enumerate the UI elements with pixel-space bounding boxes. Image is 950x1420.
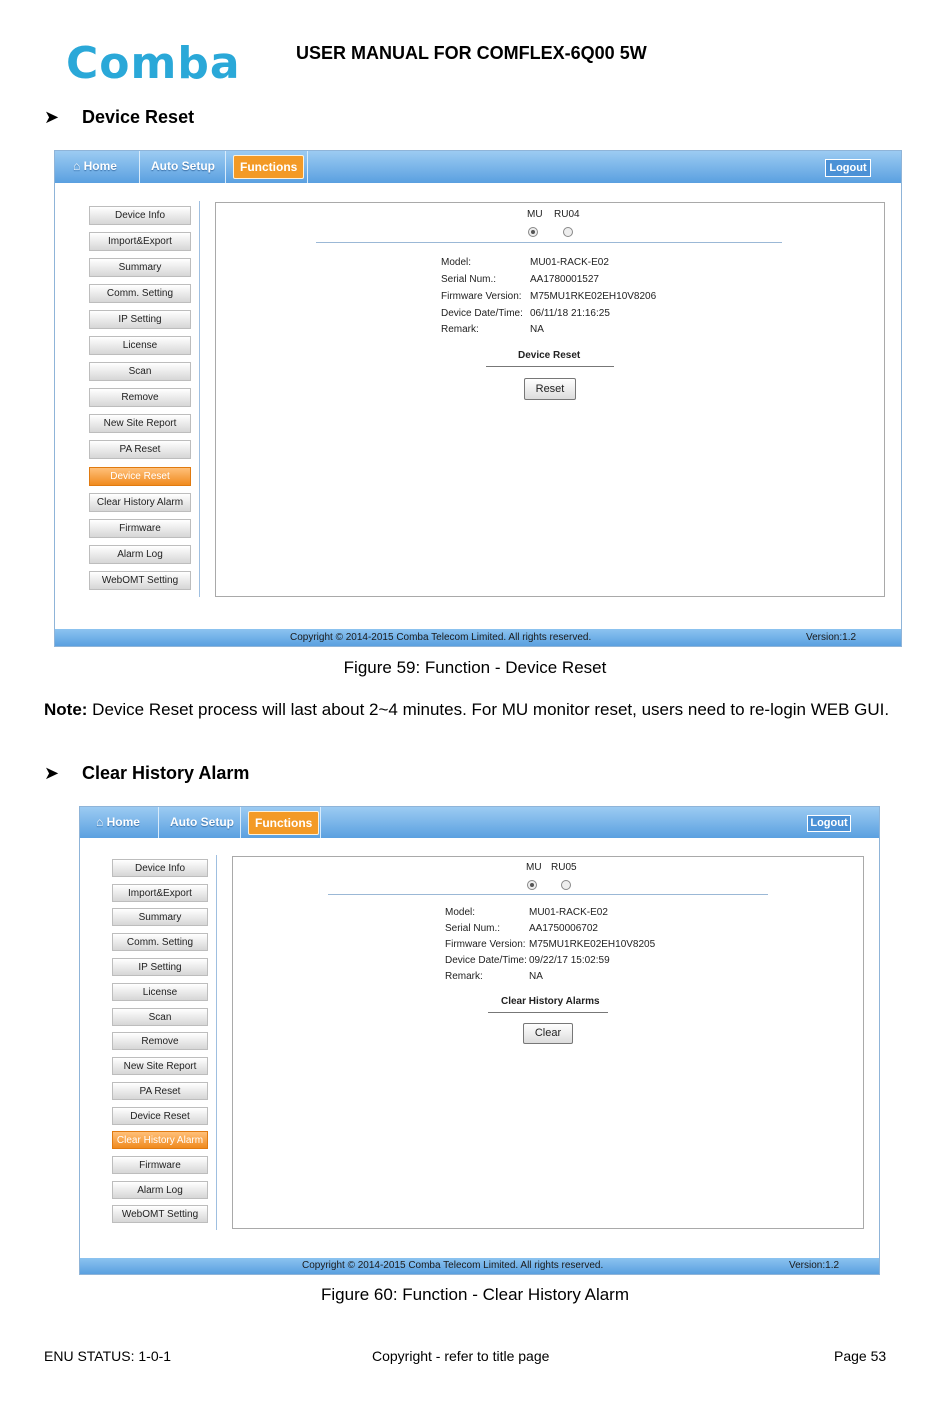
note-label: Note: (44, 700, 88, 719)
unit-radio-mu[interactable] (528, 227, 538, 237)
content-panel (232, 856, 864, 1229)
screenshot-device-reset (54, 150, 902, 647)
sidebar-item-webomt-setting[interactable]: WebOMT Setting (112, 1205, 208, 1223)
sidebar-item-alarm-log[interactable]: Alarm Log (89, 545, 191, 564)
function-sidebar (108, 855, 217, 1230)
figure-caption: Figure 60: Function - Clear History Alarm (321, 1285, 629, 1304)
remark-value: NA (530, 324, 544, 335)
remark-label: Remark: (445, 971, 483, 982)
action-title: Device Reset (518, 350, 581, 361)
unit-label-ru: RU04 (554, 209, 580, 220)
content-panel (215, 202, 885, 597)
sidebar-item-clear-history-alarm[interactable]: Clear History Alarm (89, 493, 191, 512)
sidebar-item-ip-setting[interactable]: IP Setting (112, 958, 208, 976)
sidebar-item-device-reset[interactable]: Device Reset (112, 1107, 208, 1125)
nav-divider (225, 151, 226, 183)
top-nav (55, 151, 901, 183)
model-value: MU01-RACK-E02 (530, 257, 609, 268)
sidebar-item-license[interactable]: License (112, 983, 208, 1001)
footer-page-number: Page 53 (834, 1348, 887, 1364)
screenshot-clear-history-alarm (79, 806, 880, 1275)
footer-status: ENU STATUS: 1-0-1 (44, 1348, 172, 1364)
model-value: MU01-RACK-E02 (529, 907, 608, 918)
date-value: 09/22/17 15:02:59 (529, 955, 610, 966)
sidebar-item-pa-reset[interactable]: PA Reset (89, 440, 191, 459)
arrow-bullet-icon: ➤ (44, 107, 60, 127)
sidebar-item-webomt-setting[interactable]: WebOMT Setting (89, 571, 191, 590)
remark-value: NA (529, 971, 543, 982)
firmware-value: M75MU1RKE02EH10V8205 (529, 939, 656, 950)
firmware-label: Firmware Version: (445, 939, 526, 950)
firmware-label: Firmware Version: (441, 291, 522, 302)
sidebar-item-new-site-report[interactable]: New Site Report (112, 1057, 208, 1075)
remark-label: Remark: (441, 324, 479, 335)
section-title: Device Reset (82, 107, 195, 127)
section-title: Clear History Alarm (82, 763, 250, 783)
serial-label: Serial Num.: (445, 923, 501, 934)
sidebar-item-device-info[interactable]: Device Info (89, 206, 191, 225)
model-label: Model: (445, 907, 476, 918)
nav-home[interactable]: ⌂ Home (96, 815, 140, 829)
unit-radio-ru[interactable] (561, 880, 571, 890)
serial-label: Serial Num.: (441, 274, 497, 285)
action-divider (488, 1012, 608, 1013)
sidebar-item-alarm-log[interactable]: Alarm Log (112, 1181, 208, 1199)
date-value: 06/11/18 21:16:25 (530, 308, 610, 319)
nav-auto-setup[interactable]: Auto Setup (151, 159, 215, 173)
action-title: Clear History Alarms (501, 996, 600, 1007)
section-heading-clear-history-alarm (44, 763, 249, 784)
note-paragraph (44, 700, 908, 720)
copyright-text: Copyright © 2014-2015 Comba Telecom Limited. All rights reserved. (290, 632, 592, 643)
sidebar-item-summary[interactable]: Summary (112, 908, 208, 926)
sidebar-item-license[interactable]: License (89, 336, 191, 355)
unit-label-ru: RU05 (551, 862, 577, 873)
arrow-bullet-icon: ➤ (44, 763, 60, 783)
sidebar-item-new-site-report[interactable]: New Site Report (89, 414, 191, 433)
nav-divider (158, 807, 159, 838)
nav-functions[interactable]: Functions (248, 811, 319, 835)
nav-divider (240, 807, 241, 838)
divider (316, 242, 782, 243)
nav-divider (320, 807, 321, 838)
logout-button[interactable]: Logout (807, 815, 851, 832)
reset-button[interactable]: Reset (524, 378, 576, 400)
unit-label-mu: MU (527, 209, 543, 220)
status-bar (55, 629, 901, 646)
version-text: Version:1.2 (789, 1260, 840, 1271)
action-divider (486, 366, 614, 367)
note-text: Device Reset process will last about 2~4 minutes. For MU monitor reset, users need to re-login WEB GUI. (87, 700, 890, 719)
function-sidebar (85, 201, 200, 597)
nav-divider (139, 151, 140, 183)
unit-radio-ru[interactable] (563, 227, 573, 237)
section-heading-device-reset (44, 107, 194, 128)
home-icon: ⌂ (73, 159, 81, 173)
copyright-text: Copyright © 2014-2015 Comba Telecom Limited. All rights reserved. (302, 1260, 604, 1271)
serial-value: AA1750006702 (529, 923, 598, 934)
home-icon: ⌂ (96, 815, 104, 829)
unit-radio-mu[interactable] (527, 880, 537, 890)
sidebar-item-import-export[interactable]: Import&Export (89, 232, 191, 251)
top-nav (80, 807, 879, 838)
sidebar-item-clear-history-alarm[interactable]: Clear History Alarm (112, 1131, 208, 1149)
sidebar-item-firmware[interactable]: Firmware (112, 1156, 208, 1174)
date-label: Device Date/Time: (445, 955, 527, 966)
nav-functions[interactable]: Functions (233, 155, 304, 179)
sidebar-item-remove[interactable]: Remove (89, 388, 191, 407)
nav-divider (307, 151, 308, 183)
figure-caption: Figure 59: Function - Device Reset (343, 658, 607, 677)
firmware-value: M75MU1RKE02EH10V8206 (530, 291, 657, 302)
sidebar-item-summary[interactable]: Summary (89, 258, 191, 277)
sidebar-item-comm-setting[interactable]: Comm. Setting (112, 933, 208, 951)
status-bar (80, 1258, 879, 1274)
nav-home[interactable]: ⌂ Home (73, 159, 117, 173)
sidebar-item-scan[interactable]: Scan (112, 1008, 208, 1026)
sidebar-item-import-export[interactable]: Import&Export (112, 884, 208, 902)
nav-auto-setup[interactable]: Auto Setup (170, 815, 234, 829)
footer-copyright: Copyright - refer to title page (372, 1348, 550, 1364)
divider (328, 894, 768, 895)
serial-value: AA1780001527 (530, 274, 599, 285)
sidebar-item-remove[interactable]: Remove (112, 1032, 208, 1050)
model-label: Model: (441, 257, 472, 268)
sidebar-item-comm-setting[interactable]: Comm. Setting (89, 284, 191, 303)
logout-button[interactable]: Logout (825, 159, 871, 177)
date-label: Device Date/Time: (441, 308, 523, 319)
comba-logo: Comba (66, 38, 241, 89)
clear-button[interactable]: Clear (523, 1023, 573, 1044)
sidebar-item-ip-setting[interactable]: IP Setting (89, 310, 191, 329)
sidebar-item-firmware[interactable]: Firmware (89, 519, 191, 538)
sidebar-item-scan[interactable]: Scan (89, 362, 191, 381)
sidebar-item-device-info[interactable]: Device Info (112, 859, 208, 877)
unit-label-mu: MU (526, 862, 542, 873)
sidebar-item-device-reset[interactable]: Device Reset (89, 467, 191, 486)
document-title: USER MANUAL FOR COMFLEX-6Q00 5W (296, 43, 647, 63)
sidebar-item-pa-reset[interactable]: PA Reset (112, 1082, 208, 1100)
version-text: Version:1.2 (806, 632, 857, 643)
